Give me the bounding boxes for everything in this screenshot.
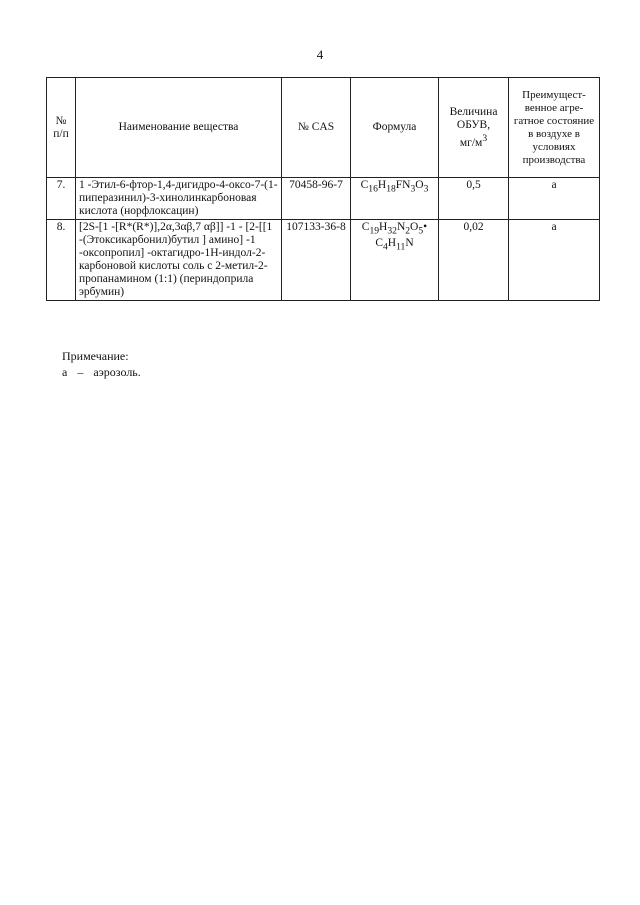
note-dash: – — [77, 365, 84, 379]
header-state: Преимущест-венное агре-гатное состояние в воздухе в условиях производства — [509, 78, 600, 178]
note-text: аэрозоль. — [93, 365, 141, 379]
row-value: 0,5 — [439, 178, 509, 220]
row-name: 1 -Этил-6-фтор-1,4-дигидро-4-оксо-7-(1-пиперазинил)-3-хинолинкарбоновая кислота (норфлоксацин) — [76, 178, 282, 220]
header-num: № п/п — [47, 78, 76, 178]
substances-table — [46, 77, 600, 301]
header-value-label: Величина ОБУВ, — [449, 105, 498, 131]
row-formula: $C_{19}H_{32}N_2O_5•$ $C_4H_{11}N$ — [351, 220, 439, 301]
header-formula: Формула — [351, 78, 439, 178]
row-value: 0,02 — [439, 220, 509, 301]
table-row — [47, 220, 600, 301]
row-cas: 107133-36-8 — [282, 220, 351, 301]
row-num: 7. — [47, 178, 76, 220]
header-value-unit-sup: 3 — [482, 132, 488, 144]
note-legend — [62, 364, 151, 380]
header-value — [439, 78, 509, 178]
page-number: 4 — [316, 47, 324, 62]
row-formula: $C_{16}H_{18}FN_3O_3$ — [351, 178, 439, 220]
note-symbol: а — [62, 365, 68, 379]
header-name: Наименование вещества — [76, 78, 282, 178]
row-name: [2S-[1 -[R*(R*)],2α,3αβ,7 αβ]] -1 - [2-[[1 -(Этоксикарбонил)бутил ] амино] -1 -оксопропил] -октагидро-1Н-индол-2-карбоновой кислоты соль с 2-метил-2-пропанамином (1:1) (периндоприла эрбумин) — [76, 220, 282, 301]
note-title: Примечание: — [62, 349, 129, 363]
row-cas: 70458-96-7 — [282, 178, 351, 220]
header-cas: № CAS — [282, 78, 351, 178]
row-state: а — [509, 220, 600, 301]
row-state: а — [509, 178, 600, 220]
table-row — [47, 178, 600, 220]
row-num: 8. — [47, 220, 76, 301]
header-value-unit: мг/м — [459, 136, 483, 149]
